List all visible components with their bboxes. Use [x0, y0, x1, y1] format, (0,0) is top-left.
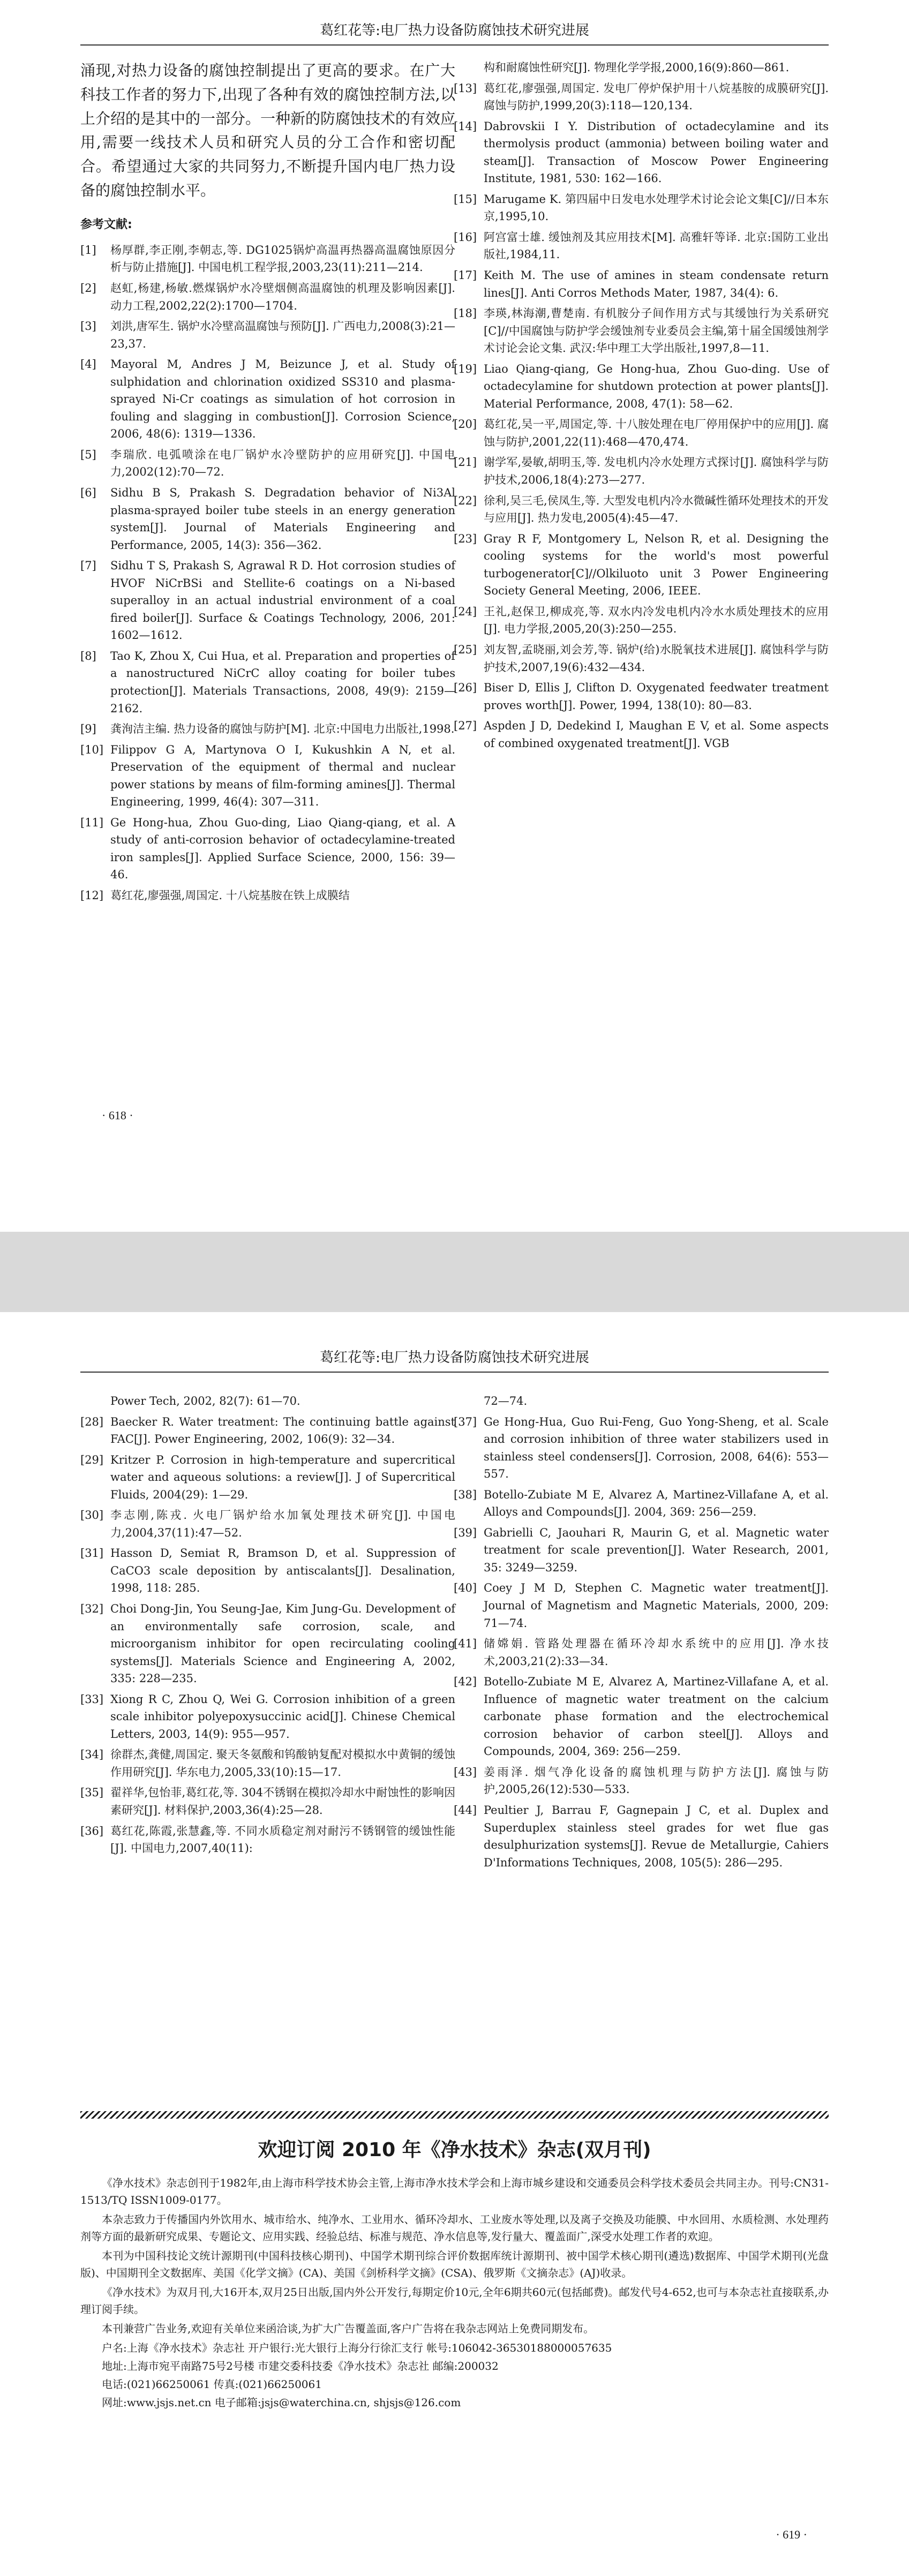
- ad-paragraph: 《净水技术》杂志创刊于1982年,由上海市科学技术协会主管,上海市净水技术学会和上海市城乡建设和交通委员会科学技术委员会共同主办。刊号:CN31-1513/TQ ISSN1009-0177。: [80, 2176, 829, 2206]
- reference-item: [454, 679, 829, 714]
- reference-number: [43]: [454, 1765, 477, 1779]
- reference-number: [40]: [454, 1581, 477, 1595]
- reference-list: [454, 1392, 829, 1871]
- ad-paragraphs: [80, 2174, 829, 2337]
- reference-number: [4]: [80, 358, 96, 371]
- reference-number: [25]: [454, 643, 477, 656]
- reference-number: [80, 1392, 110, 1410]
- reference-text: 李志刚,陈戎. 火电厂锅炉给水加氧处理技术研究[J]. 中国电力,2004,37(11):47—52.: [110, 1509, 455, 1539]
- reference-number: [42]: [454, 1675, 477, 1689]
- reference-number: [10]: [80, 743, 104, 756]
- reference-item: [454, 641, 829, 676]
- reference-number: [29]: [80, 1453, 104, 1466]
- reference-item: [80, 1392, 455, 1410]
- reference-text: 李瑞欣. 电弧喷涂在电厂锅炉水冷壁防护的应用研究[J]. 中国电力,2002(12):70—72.: [110, 448, 455, 479]
- reference-text: Botello-Zubiate M E, Alvarez A, Martinez-Villafane A, et al. Influence of magnetic water treatment on the calcium carbonate phase formation and the electrochemical corrosion behavior of carbon steel[J]. Alloys and Compounds, 2004, 369: 256—259.: [484, 1675, 829, 1758]
- contact-line: 地址:上海市宛平南路75号2号楼 市建交委科技委《净水技术》杂志社 邮编:200032: [102, 2359, 499, 2372]
- reference-item: [454, 59, 829, 77]
- reference-number: [23]: [454, 532, 477, 545]
- reference-text: Aspden J D, Dedekind I, Maughan E V, et al. Some aspects of combined oxygenated treatment[J]. VGB: [484, 719, 829, 750]
- reference-number: [41]: [454, 1637, 477, 1651]
- reference-number: [20]: [454, 418, 477, 431]
- reference-item: [80, 557, 455, 644]
- reference-text: 徐群杰,龚健,周国定. 聚天冬氨酸和钨酸钠复配对模拟水中黄铜的缓蚀作用研究[J]. 华东电力,2005,33(10):15—17.: [110, 1748, 455, 1779]
- reference-number: [1]: [80, 243, 96, 257]
- reference-text: Ge Hong-Hua, Guo Rui-Feng, Guo Yong-Sheng, et al. Scale and corrosion inhibition of three water stabilizers used in stainless steel condensers[J]. Corrosion, 2008, 64(6): 553—557.: [484, 1415, 829, 1481]
- reference-item: [80, 356, 455, 443]
- reference-number: [39]: [454, 1526, 477, 1539]
- running-header: 葛红花等:电厂热力设备防腐蚀技术研究进展: [80, 19, 829, 46]
- reference-item: [454, 118, 829, 187]
- reference-item: [454, 191, 829, 225]
- reference-number: [8]: [80, 649, 96, 662]
- contact-line: 户名:上海《净水技术》杂志社 开户银行:光大银行上海分行徐汇支行 帐号:106042-36530188000057635: [102, 2341, 612, 2354]
- reference-text: 谢学军,晏敏,胡明玉,等. 发电机内冷水处理方式探讨[J]. 腐蚀科学与防护技术,2006,18(4):273—277.: [484, 456, 829, 487]
- reference-number: [22]: [454, 494, 477, 507]
- reference-number: [6]: [80, 486, 96, 499]
- running-header: 葛红花等:电厂热力设备防腐蚀技术研究进展: [80, 1346, 829, 1373]
- reference-text: 徐利,吴三毛,侯凤生,等. 大型发电机内冷水微碱性循环处理技术的开发与应用[J]. 热力发电,2005(4):45—47.: [484, 494, 829, 525]
- conclusion-paragraph: 涌现,对热力设备的腐蚀控制提出了更高的要求。在广大科技工作者的努力下,出现了各种有效的腐蚀控制方法,以上介绍的是其中的一部分。一种新的防腐蚀技术的有效应用,需要一线技术人员和研究人员的分工合作和密切配合。希望通过大家的共同努力,不断提升国内电厂热力设备的腐蚀控制水平。: [80, 62, 456, 199]
- reference-item: [80, 1784, 455, 1819]
- reference-text: Biser D, Ellis J, Clifton D. Oxygenated feedwater treatment proves worth[J]. Power, 1994, 138(10): 80—83.: [484, 681, 829, 712]
- reference-item: [80, 1691, 455, 1743]
- reference-text: Filippov G A, Martynova O I, Kukushkin A N, et al. Preservation of the equipment of thermal and nuclear power stations by means of film-forming amines[J]. Thermal Engineering, 1999, 46(4): 307—311.: [110, 743, 455, 809]
- reference-text: 杨厚群,李正刚,李朝志,等. DG1025锅炉高温再热器高温腐蚀原因分析与防止措施[J]. 中国电机工程学报,2003,23(11):211—214.: [110, 243, 455, 274]
- reference-number: [34]: [80, 1748, 104, 1761]
- reference-item: [80, 887, 455, 905]
- reference-number: [28]: [80, 1415, 104, 1428]
- reference-item: [454, 1486, 829, 1521]
- reference-item: [80, 318, 455, 352]
- reference-number: [14]: [454, 119, 477, 133]
- reference-number: [30]: [80, 1509, 104, 1522]
- reference-text: 72—74.: [484, 1395, 528, 1407]
- reference-text: 刘洪,唐军生. 锅炉水冷壁高温腐蚀与预防[J]. 广西电力,2008(3):21—23,37.: [110, 320, 455, 350]
- reference-number: [13]: [454, 81, 477, 95]
- reference-text: 阿宫富士雄. 缓蚀剂及其应用技术[M]. 高雅轩等译. 北京:国防工业出版社,1984,11.: [484, 230, 829, 261]
- reference-number: [33]: [80, 1692, 104, 1706]
- reference-text: Hasson D, Semiat R, Bramson D, et al. Suppression of CaCO3 scale deposition by antiscalants[J]. Desalination, 1998, 118: 285.: [110, 1547, 455, 1595]
- reference-number: [5]: [80, 448, 96, 461]
- reference-text: Ge Hong-hua, Zhou Guo-ding, Liao Qiang-qiang, et al. A study of anti-corrosion behavior of octadecylamine-treated iron samples[J]. Applied Surface Science, 2000, 156: 39—46.: [110, 816, 455, 882]
- reference-item: [80, 1822, 455, 1857]
- reference-number: [11]: [80, 816, 104, 829]
- reference-text: 葛红花,廖强强,周国定. 发电厂停炉保护用十八烷基胺的成膜研究[J]. 腐蚀与防护,1999,20(3):118—120,134.: [484, 81, 829, 112]
- reference-item: [80, 647, 455, 717]
- reference-text: Dabrovskii I Y. Distribution of octadecylamine and its thermolysis product (ammonia) between boiling water and steam[J]. Transaction of Moscow Power Engineering Institute, 1981, 530: 162—166.: [484, 119, 829, 185]
- reference-text: 李瑛,林海潮,曹楚南. 有机胺分子间作用方式与其缓蚀行为关系研究[C]//中国腐蚀与防护学会缓蚀剂专业委员会主编,第十届全国缓蚀剂学术讨论会论文集. 武汉:华中理工大学出版社,1997,8—11.: [484, 307, 829, 355]
- reference-number: [454, 1392, 484, 1410]
- reference-text: 王礼,赵保卫,柳成亮,等. 双水内冷发电机内冷水水质处理技术的应用[J]. 电力学报,2005,20(3):250—255.: [484, 605, 829, 636]
- contact-line: 网址:www.jsjs.net.cn 电子邮箱:jsjs@waterchina.cn, shjsjs@126.com: [102, 2396, 461, 2409]
- reference-item: [454, 454, 829, 488]
- reference-number: [12]: [80, 889, 104, 902]
- reference-text: 翟祥华,包怡菲,葛红花,等. 304不锈钢在模拟冷却水中耐蚀性的影响因素研究[J]. 材料保护,2003,36(4):25—28.: [110, 1786, 455, 1817]
- reference-item: [80, 1507, 455, 1541]
- reference-text: 姜雨泽. 烟气净化设备的腐蚀机理与防护方法[J]. 腐蚀与防护,2005,26(12):530—533.: [484, 1765, 829, 1796]
- reference-number: [32]: [80, 1602, 104, 1616]
- reference-number: [44]: [454, 1804, 477, 1817]
- page-number: · 618 ·: [102, 1109, 133, 1122]
- reference-item: [454, 1673, 829, 1760]
- reference-item: [80, 1600, 455, 1688]
- references-heading: 参考文献:: [80, 217, 132, 231]
- left-column: [80, 59, 455, 908]
- reference-number: [9]: [80, 722, 96, 736]
- reference-text: Coey J M D, Stephen C. Magnetic water treatment[J]. Journal of Magnetism and Magnetic Materials, 2000, 209: 71—74.: [484, 1581, 829, 1630]
- reference-text: Xiong R C, Zhou Q, Wei G. Corrosion inhibition of a green scale inhibitor polyepoxysuccinic acid[J]. Chinese Chemical Letters, 2003, 14(9): 955—957.: [110, 1692, 455, 1741]
- reference-text: 葛红花,吴一平,周国定,等. 十八胺处理在电厂停用保护中的应用[J]. 腐蚀与防护,2001,22(11):468—470,474.: [484, 418, 829, 448]
- reference-number: [36]: [80, 1824, 104, 1837]
- reference-item: [454, 1764, 829, 1798]
- reference-item: [454, 305, 829, 357]
- reference-list: [80, 242, 455, 905]
- reference-text: Gray R F, Montgomery L, Nelson R, et al. Designing the cooling systems for the world's most powerful turbogenerator[C]//Olkiluoto unit 3 Power Engineering Society General Meeting, 2006, IEEE.: [484, 532, 829, 598]
- reference-item: [454, 360, 829, 413]
- reference-text: 葛红花,陈霞,张慧鑫,等. 不同水质稳定剂对耐污不锈钢管的缓蚀性能[J]. 中国电力,2007,40(11):: [110, 1824, 455, 1855]
- reference-item: [80, 741, 455, 811]
- reference-list: [80, 1392, 455, 1857]
- reference-item: [80, 484, 455, 554]
- reference-number: [35]: [80, 1786, 104, 1799]
- reference-number: [17]: [454, 269, 477, 282]
- reference-item: [80, 814, 455, 884]
- reference-item: [454, 229, 829, 263]
- reference-text: 龚洵洁主编. 热力设备的腐蚀与防护[M]. 北京:中国电力出版社,1998.: [110, 722, 455, 736]
- reference-item: [80, 1451, 455, 1504]
- left-column: [80, 1392, 455, 1861]
- ad-paragraph: 本刊为中国科技论文统计源期刊(中国科技核心期刊)、中国学术期刊综合评价数据库统计源期刊、被中国学术核心期刊(遴选)数据库、中国学术期刊(光盘版)、中国期刊全文数据库、美国《化学文摘》(CA)、美国《剑桥科学文摘》(CSA)、俄罗斯《文摘杂志》(AJ)收录。: [80, 2249, 829, 2279]
- reference-text: 储嫦娟. 管路处理器在循环冷却水系统中的应用[J]. 净水技术,2003,21(2):33—34.: [484, 1637, 829, 1668]
- reference-number: [24]: [454, 605, 477, 618]
- reference-number: [2]: [80, 281, 96, 295]
- reference-number: [454, 59, 484, 77]
- reference-item: [454, 1413, 829, 1483]
- page-618: [0, 0, 909, 1232]
- reference-item: [80, 1746, 455, 1781]
- reference-text: Botello-Zubiate M E, Alvarez A, Martinez-Villafane A, et al. Alloys and Compounds[J]. 2004, 369: 256—259.: [484, 1488, 829, 1519]
- reference-number: [21]: [454, 456, 477, 469]
- page-number: · 619 ·: [776, 2528, 807, 2541]
- reference-number: [27]: [454, 719, 477, 733]
- reference-item: [454, 1392, 829, 1410]
- reference-number: [19]: [454, 362, 477, 375]
- reference-text: 构和耐腐蚀性研究[J]. 物理化学学报,2000,16(9):860—861.: [484, 61, 790, 74]
- reference-text: Mayoral M, Andres J M, Beizunce J, et al. Study of sulphidation and chlorination oxidized SS310 and plasma-sprayed Ni-Cr coatings as simulation of hot corrosion in fouling and slagging in combustion[J]. Corrosion Science, 2006, 48(6): 1319—1336.: [110, 358, 455, 441]
- reference-number: [18]: [454, 307, 477, 320]
- reference-text: Keith M. The use of amines in steam condensate return lines[J]. Anti Corros Methods Mater, 1987, 34(4): 6.: [484, 269, 829, 299]
- reference-item: [80, 720, 455, 738]
- reference-item: [454, 1579, 829, 1632]
- reference-item: [454, 416, 829, 450]
- ad-title: 欢迎订阅 2010 年《净水技术》杂志(双月刊): [258, 2139, 651, 2161]
- decorative-divider: [80, 2111, 829, 2119]
- reference-item: [454, 1802, 829, 1871]
- reference-text: Tao K, Zhou X, Cui Hua, et al. Preparation and properties of a nanostructured NiCrC alloy coating for boiler tubes protection[J]. Materials Transactions, 2008, 49(9): 2159—2162.: [110, 649, 455, 715]
- reference-text: Power Tech, 2002, 82(7): 61—70.: [110, 1395, 301, 1407]
- reference-item: [454, 717, 829, 752]
- reference-item: [80, 1413, 455, 1448]
- reference-text: Liao Qiang-qiang, Ge Hong-hua, Zhou Guo-ding. Use of octadecylamine for shutdown protection at power plants[J]. Material Performance, 2008, 47(1): 58—62.: [484, 362, 829, 410]
- reference-number: [16]: [454, 230, 477, 244]
- subscription-advertisement: [80, 2131, 829, 2412]
- reference-text: 赵虹,杨建,杨敏.燃煤锅炉水冷壁烟侧高温腐蚀的机理及影响因素[J]. 动力工程,2002,22(2):1700—1704.: [110, 281, 455, 312]
- reference-text: Sidhu T S, Prakash S, Agrawal R D. Hot corrosion studies of HVOF NiCrBSi and Stellite-6 coatings on a Ni-based superalloy in an actual industrial environment of a coal fired boiler[J]. Surface & Coatings Technology, 2006, 201: 1602—1612.: [110, 559, 455, 642]
- reference-text: Kritzer P. Corrosion in high-temperature and supercritical water and aqueous solutions: a review[J]. J of Supercritical Fluids, 2004(29): 1—29.: [110, 1453, 455, 1501]
- reference-number: [26]: [454, 681, 477, 695]
- reference-item: [454, 80, 829, 115]
- right-column: [454, 1392, 829, 1874]
- page-619: [0, 1312, 909, 2576]
- reference-item: [80, 280, 455, 314]
- reference-number: [37]: [454, 1415, 477, 1428]
- reference-item: [454, 267, 829, 302]
- reference-text: Gabrielli C, Jaouhari R, Maurin G, et al. Magnetic water treatment for scale prevention[J]. Water Research, 2001, 35: 3249—3259.: [484, 1526, 829, 1574]
- reference-text: 刘友智,孟晓丽,刘会芳,等. 锅炉(给)水脱氧技术进展[J]. 腐蚀科学与防护技术,2007,19(6):432—434.: [484, 643, 829, 674]
- ad-paragraph: 本杂志致力于传播国内外饮用水、城市给水、纯净水、工业用水、循环冷却水、工业废水等处理,以及离子交换及功能膜、中水回用、水质检测、水处理药剂等方面的最新研究成果、专题论文、应用实践、经验总结、标准与规范、净水信息等,发行量大、覆盖面广,深受水处理工作者的欢迎。: [80, 2212, 829, 2243]
- reference-text: Sidhu B S, Prakash S. Degradation behavior of Ni3Al plasma-sprayed boiler tube steels in an energy generation system[J]. Journal of Materials Engineering and Performance, 2005, 14(3): 356—362.: [110, 486, 455, 552]
- reference-item: [454, 1635, 829, 1670]
- ad-contact-info: [80, 2339, 829, 2411]
- reference-item: [454, 1524, 829, 1577]
- reference-text: Baecker R. Water treatment: The continuing battle against FAC[J]. Power Engineering, 2002, 106(9): 32—34.: [110, 1415, 455, 1446]
- reference-list: [454, 59, 829, 752]
- reference-item: [80, 446, 455, 481]
- reference-item: [80, 1545, 455, 1597]
- reference-item: [454, 603, 829, 638]
- reference-text: Peultier J, Barrau F, Gagnepain J C, et al. Duplex and Superduplex stainless steel grades for wet flue gas desulphurization systems[J]. Revue de Metallurgie, Cahiers D'Informations Techniques, 2008, 105(5): 286—295.: [484, 1804, 829, 1869]
- reference-item: [454, 530, 829, 600]
- contact-line: 电话:(021)66250061 传真:(021)66250061: [102, 2377, 322, 2391]
- reference-number: [38]: [454, 1488, 477, 1501]
- reference-item: [80, 242, 455, 276]
- reference-item: [454, 492, 829, 527]
- reference-text: 葛红花,廖强强,周国定. 十八烷基胺在铁上成膜结: [110, 889, 350, 902]
- ad-paragraph: 《净水技术》为双月刊,大16开本,双月25日出版,国内外公开发行,每期定价10元,全年6期共60元(包括邮费)。邮发代号4-652,也可与本杂志社直接联系,办理订阅手续。: [80, 2285, 829, 2316]
- ad-paragraph: 本刊兼营广告业务,欢迎有关单位来函洽谈,为扩大广告覆盖面,客户广告将在我杂志网站上免费同期发布。: [102, 2322, 595, 2335]
- right-column: [454, 59, 829, 755]
- reference-number: [31]: [80, 1547, 104, 1560]
- reference-number: [7]: [80, 559, 96, 573]
- reference-number: [15]: [454, 192, 477, 206]
- reference-text: Choi Dong-Jin, You Seung-Jae, Kim Jung-Gu. Development of an environmentally safe corrosion, scale, and microorganism inhibitor for open recirculating cooling systems[J]. Materials Science and Engineering A, 2002, 335: 228—235.: [110, 1602, 455, 1685]
- reference-number: [3]: [80, 320, 96, 333]
- reference-text: Marugame K. 第四届中日发电水处理学术讨论会论文集[C]//日本东京,1995,10.: [484, 192, 829, 223]
